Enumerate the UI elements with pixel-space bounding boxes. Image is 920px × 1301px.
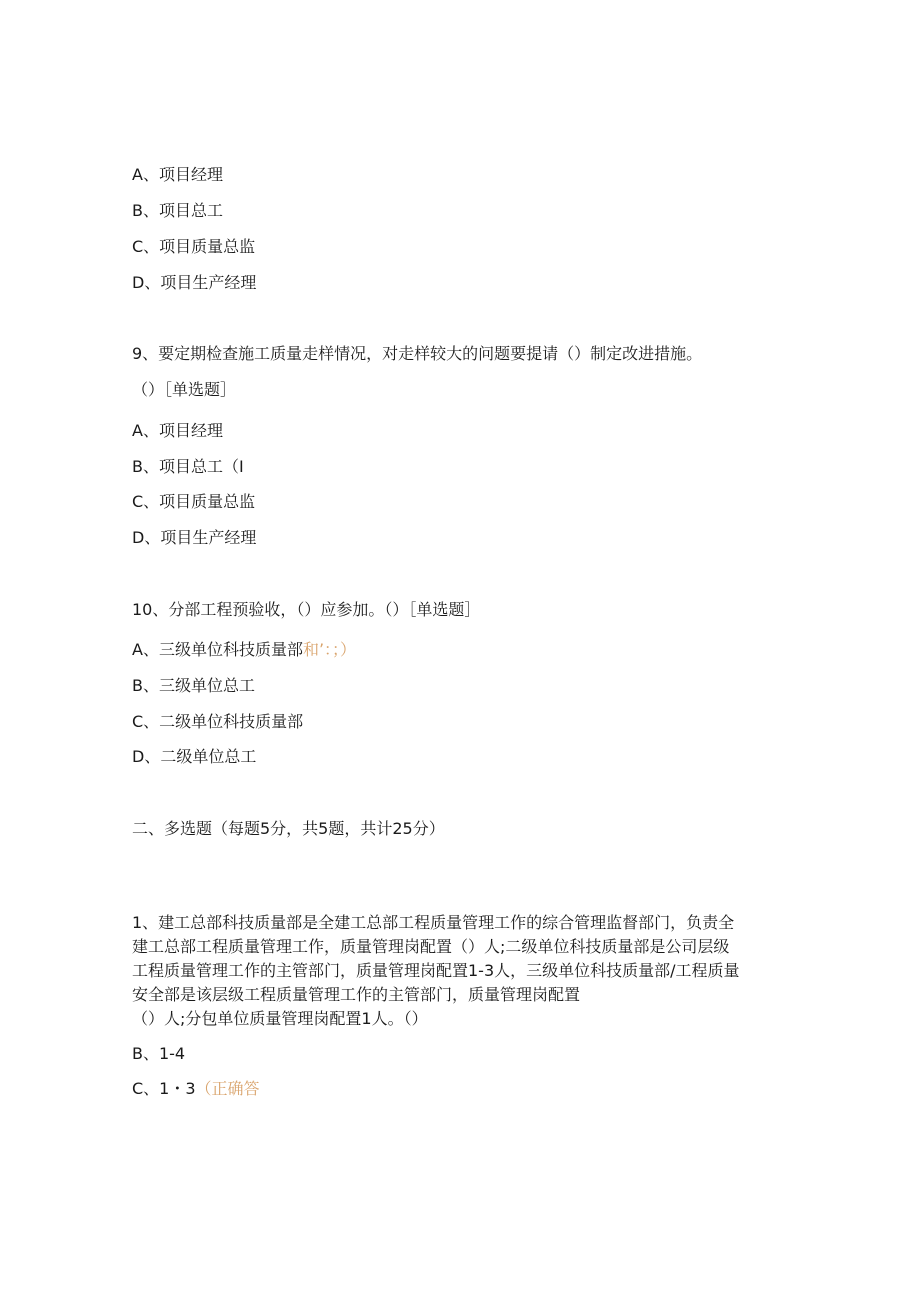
m1-option-b: B、1-4: [132, 1044, 186, 1063]
q9-option-b: B、项目总工（I: [132, 457, 244, 476]
q8-option-c: C、项目质量总监: [132, 237, 256, 256]
q10-option-b: B、三级单位总工: [132, 676, 255, 695]
q10-option-a-answer-mark: 和’：；）: [302, 640, 357, 659]
section-heading-multiple-choice: 二、多选题（每题5分，共5题，共计25分）: [132, 819, 445, 838]
q8-option-b: B、项目总工: [132, 201, 223, 220]
m1-option-c-answer-mark: （正确答: [195, 1079, 260, 1098]
m1-option-c: [132, 1078, 260, 1100]
q8-option-d: D、项目生产经理: [132, 273, 257, 292]
q9-option-d: D、项目生产经理: [132, 528, 257, 547]
q9-option-a: A、项目经理: [132, 421, 223, 440]
m1-stem-line-1: 1、建工总部科技质量部是全建工总部工程质量管理工作的综合管理监督部门，负责全: [132, 913, 735, 932]
m1-stem-line-4: 安全部是该层级工程质量管理工作的主管部门，质量管理岗配置: [132, 985, 581, 1004]
q8-option-a: A、项目经理: [132, 165, 223, 184]
m1-option-c-text: C、1・3: [132, 1079, 196, 1098]
q10-stem: 10、分部工程预验收，（）应参加。（）［单选题］: [132, 600, 481, 619]
q10-option-a-text: A、三级单位科技质量部: [132, 640, 303, 659]
q9-stem-tail: （）［单选题］: [132, 380, 237, 399]
q10-option-d: D、二级单位总工: [132, 747, 257, 766]
m1-stem: [132, 911, 792, 1031]
m1-stem-line-3: 工程质量管理工作的主管部门，质量管理岗配置1-3人，三级单位科技质量部/工程质量: [132, 961, 740, 980]
q10-option-c: C、二级单位科技质量部: [132, 712, 304, 731]
q9-stem: 9、要定期检查施工质量走样情况，对走样较大的问题要提请（）制定改进措施。: [132, 344, 703, 363]
m1-stem-line-2: 建工总部工程质量管理工作，质量管理岗配置（）人;二级单位科技质量部是公司层级: [132, 937, 730, 956]
q9-option-c: C、项目质量总监: [132, 492, 256, 511]
m1-stem-line-5: （）人;分包单位质量管理岗配置1人。（）: [132, 1009, 428, 1028]
q10-option-a: [132, 639, 356, 661]
